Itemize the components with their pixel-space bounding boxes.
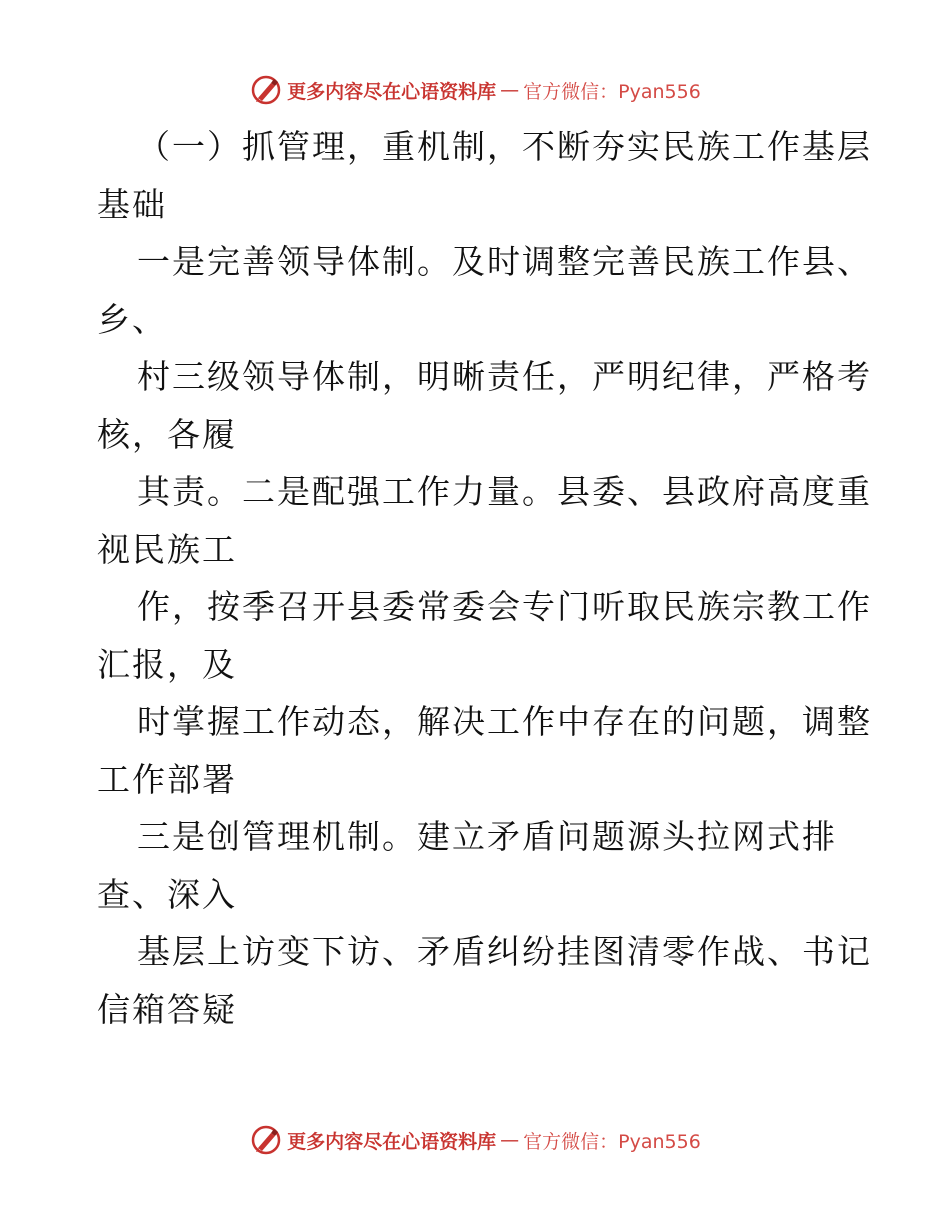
watermark-text: 更多内容尽在心语资料库 [287,80,497,103]
paragraph-line: 汇报，及 [97,644,237,684]
paragraph-line: 视民族工 [97,529,237,569]
paragraph-line: 基础 [97,184,167,224]
paragraph-line: 一是完善领导体制。及时调整完善民族工作县、 [137,242,872,281]
paragraph-line: 其责。二是配强工作力量。县委、县政府高度重 [137,472,872,511]
paragraph-line: 作，按季召开县委常委会专门听取民族宗教工作 [137,587,872,626]
watermark-separator: — [500,1129,520,1151]
document-body [97,118,872,1038]
paragraph-line: 核，各履 [97,414,237,454]
watermark-text: 更多内容尽在心语资料库 [287,1130,497,1153]
pen-logo-icon [249,73,283,107]
paragraph-line: 工作部署 [97,759,237,799]
watermark-separator: — [500,79,520,101]
watermark-contact: 官方微信：Pyan556 [523,80,701,103]
header-watermark [0,70,950,110]
paragraph-line: 基层上访变下访、矛盾纠纷挂图清零作战、书记 [137,932,872,971]
pen-logo-icon [249,1123,283,1157]
paragraph-line: （一）抓管理，重机制，不断夯实民族工作基层 [137,127,872,166]
paragraph-line: 乡、 [97,299,167,339]
paragraph-line: 时掌握工作动态，解决工作中存在的问题，调整 [137,702,872,741]
paragraph-line: 三是创管理机制。建立矛盾问题源头拉网式排 [137,817,837,856]
paragraph-line: 村三级领导体制，明晰责任，严明纪律，严格考 [137,357,872,396]
footer-watermark [0,1120,950,1160]
paragraph-line: 查、深入 [97,874,237,914]
paragraph-line: 信箱答疑 [97,989,237,1029]
watermark-contact: 官方微信：Pyan556 [523,1130,701,1153]
